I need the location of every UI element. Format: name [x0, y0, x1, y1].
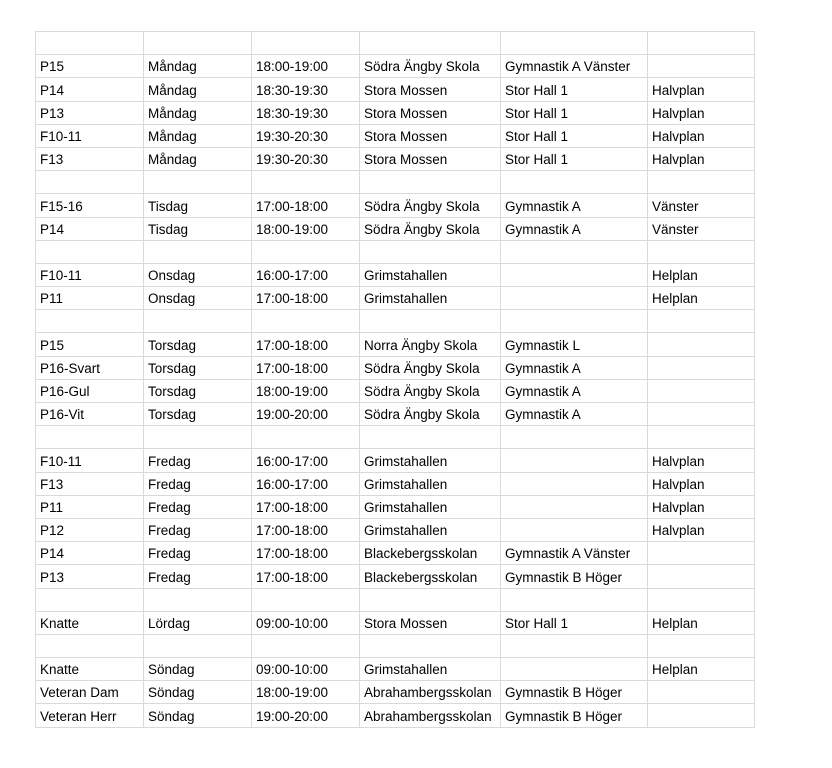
day-cell[interactable]: Fredag	[144, 495, 252, 518]
day-cell[interactable]	[144, 240, 252, 263]
venue-cell[interactable]: Grimstahallen	[360, 287, 501, 310]
schedule-table	[35, 31, 755, 728]
table-row	[36, 449, 755, 472]
hall-cell[interactable]	[501, 426, 648, 449]
court-cell[interactable]: Halvplan	[648, 449, 755, 472]
team-cell[interactable]: P15	[36, 55, 144, 78]
time-cell[interactable]: 09:00-10:00	[252, 658, 360, 681]
team-cell[interactable]	[36, 426, 144, 449]
venue-cell[interactable]: Grimstahallen	[360, 472, 501, 495]
venue-cell[interactable]	[360, 588, 501, 611]
hall-cell[interactable]: Gymnastik A Vänster	[501, 55, 648, 78]
hall-cell[interactable]: Stor Hall 1	[501, 101, 648, 124]
venue-cell[interactable]	[360, 32, 501, 55]
table-row	[36, 379, 755, 402]
table-row	[36, 704, 755, 727]
hall-cell[interactable]: Stor Hall 1	[501, 611, 648, 634]
day-cell[interactable]: Onsdag	[144, 287, 252, 310]
day-cell[interactable]: Lördag	[144, 611, 252, 634]
hall-cell[interactable]: Stor Hall 1	[501, 124, 648, 147]
day-cell[interactable]: Torsdag	[144, 356, 252, 379]
table-row	[36, 55, 755, 78]
venue-cell[interactable]: Blackebergsskolan	[360, 565, 501, 588]
table-row	[36, 658, 755, 681]
venue-cell[interactable]: Södra Ängby Skola	[360, 379, 501, 402]
day-cell[interactable]: Måndag	[144, 101, 252, 124]
table-row	[36, 403, 755, 426]
team-cell[interactable]: P12	[36, 518, 144, 541]
hall-cell[interactable]: Gymnastik A	[501, 356, 648, 379]
hall-cell[interactable]	[501, 518, 648, 541]
venue-cell[interactable]: Stora Mossen	[360, 78, 501, 101]
venue-cell[interactable]: Stora Mossen	[360, 611, 501, 634]
hall-cell[interactable]	[501, 495, 648, 518]
court-cell[interactable]	[648, 588, 755, 611]
time-cell[interactable]: 19:00-20:00	[252, 704, 360, 727]
day-cell[interactable]: Torsdag	[144, 379, 252, 402]
court-cell[interactable]	[648, 356, 755, 379]
team-cell[interactable]	[36, 634, 144, 657]
court-cell[interactable]	[648, 426, 755, 449]
day-cell[interactable]	[144, 588, 252, 611]
team-cell[interactable]: F13	[36, 472, 144, 495]
court-cell[interactable]	[648, 55, 755, 78]
venue-cell[interactable]: Grimstahallen	[360, 658, 501, 681]
court-cell[interactable]: Halvplan	[648, 472, 755, 495]
schedule-table-body	[36, 32, 755, 728]
time-cell[interactable]: 17:00-18:00	[252, 495, 360, 518]
time-cell[interactable]: 19:30-20:30	[252, 147, 360, 170]
hall-cell[interactable]	[501, 634, 648, 657]
team-cell[interactable]: P16-Gul	[36, 379, 144, 402]
table-row	[36, 681, 755, 704]
day-cell[interactable]: Fredag	[144, 542, 252, 565]
time-cell[interactable]: 17:00-18:00	[252, 542, 360, 565]
day-cell[interactable]: Måndag	[144, 78, 252, 101]
court-cell[interactable]: Halvplan	[648, 147, 755, 170]
day-cell[interactable]: Tisdag	[144, 194, 252, 217]
table-row	[36, 542, 755, 565]
court-cell[interactable]	[648, 403, 755, 426]
hall-cell[interactable]	[501, 287, 648, 310]
time-cell[interactable]	[252, 240, 360, 263]
day-cell[interactable]	[144, 310, 252, 333]
day-cell[interactable]: Måndag	[144, 55, 252, 78]
time-cell[interactable]: 18:30-19:30	[252, 101, 360, 124]
team-cell[interactable]: P14	[36, 217, 144, 240]
hall-cell[interactable]: Gymnastik A Vänster	[501, 542, 648, 565]
venue-cell[interactable]	[360, 426, 501, 449]
table-row	[36, 565, 755, 588]
team-cell[interactable]: P13	[36, 565, 144, 588]
time-cell[interactable]	[252, 32, 360, 55]
time-cell[interactable]: 18:00-19:00	[252, 217, 360, 240]
table-row	[36, 426, 755, 449]
time-cell[interactable]: 17:00-18:00	[252, 518, 360, 541]
venue-cell[interactable]: Södra Ängby Skola	[360, 403, 501, 426]
hall-cell[interactable]	[501, 658, 648, 681]
time-cell[interactable]: 17:00-18:00	[252, 565, 360, 588]
venue-cell[interactable]: Norra Ängby Skola	[360, 333, 501, 356]
table-row	[36, 217, 755, 240]
team-cell[interactable]	[36, 588, 144, 611]
table-row	[36, 588, 755, 611]
team-cell[interactable]: F15-16	[36, 194, 144, 217]
table-row	[36, 287, 755, 310]
hall-cell[interactable]	[501, 263, 648, 286]
team-cell[interactable]: P14	[36, 78, 144, 101]
hall-cell[interactable]: Gymnastik A	[501, 379, 648, 402]
day-cell[interactable]	[144, 426, 252, 449]
team-cell[interactable]: Knatte	[36, 611, 144, 634]
time-cell[interactable]: 18:00-19:00	[252, 681, 360, 704]
time-cell[interactable]: 17:00-18:00	[252, 333, 360, 356]
time-cell[interactable]: 09:00-10:00	[252, 611, 360, 634]
time-cell[interactable]: 16:00-17:00	[252, 472, 360, 495]
team-cell[interactable]: F13	[36, 147, 144, 170]
time-cell[interactable]: 18:00-19:00	[252, 379, 360, 402]
court-cell[interactable]	[648, 704, 755, 727]
day-cell[interactable]: Söndag	[144, 681, 252, 704]
table-row	[36, 32, 755, 55]
court-cell[interactable]: Helplan	[648, 287, 755, 310]
day-cell[interactable]	[144, 171, 252, 194]
team-cell[interactable]: Veteran Dam	[36, 681, 144, 704]
team-cell[interactable]: P13	[36, 101, 144, 124]
time-cell[interactable]: 18:30-19:30	[252, 78, 360, 101]
court-cell[interactable]	[648, 333, 755, 356]
time-cell[interactable]: 16:00-17:00	[252, 449, 360, 472]
hall-cell[interactable]: Gymnastik A	[501, 403, 648, 426]
team-cell[interactable]: F10-11	[36, 124, 144, 147]
hall-cell[interactable]: Stor Hall 1	[501, 147, 648, 170]
court-cell[interactable]: Helplan	[648, 263, 755, 286]
table-row	[36, 78, 755, 101]
court-cell[interactable]: Helplan	[648, 611, 755, 634]
hall-cell[interactable]: Gymnastik B Höger	[501, 681, 648, 704]
hall-cell[interactable]	[501, 240, 648, 263]
court-cell[interactable]: Halvplan	[648, 101, 755, 124]
hall-cell[interactable]: Gymnastik B Höger	[501, 565, 648, 588]
venue-cell[interactable]: Stora Mossen	[360, 147, 501, 170]
venue-cell[interactable]: Södra Ängby Skola	[360, 356, 501, 379]
day-cell[interactable]: Söndag	[144, 704, 252, 727]
court-cell[interactable]: Halvplan	[648, 78, 755, 101]
venue-cell[interactable]: Abrahambergsskolan	[360, 704, 501, 727]
team-cell[interactable]: P16-Vit	[36, 403, 144, 426]
hall-cell[interactable]	[501, 171, 648, 194]
venue-cell[interactable]: Grimstahallen	[360, 495, 501, 518]
team-cell[interactable]	[36, 171, 144, 194]
hall-cell[interactable]: Gymnastik B Höger	[501, 704, 648, 727]
table-row	[36, 240, 755, 263]
court-cell[interactable]	[648, 379, 755, 402]
team-cell[interactable]: P14	[36, 542, 144, 565]
hall-cell[interactable]: Stor Hall 1	[501, 78, 648, 101]
day-cell[interactable]: Tisdag	[144, 217, 252, 240]
court-cell[interactable]: Halvplan	[648, 124, 755, 147]
team-cell[interactable]: Knatte	[36, 658, 144, 681]
court-cell[interactable]	[648, 634, 755, 657]
court-cell[interactable]	[648, 542, 755, 565]
hall-cell[interactable]	[501, 588, 648, 611]
venue-cell[interactable]: Stora Mossen	[360, 101, 501, 124]
hall-cell[interactable]: Gymnastik A	[501, 194, 648, 217]
time-cell[interactable]: 17:00-18:00	[252, 287, 360, 310]
venue-cell[interactable]: Abrahambergsskolan	[360, 681, 501, 704]
venue-cell[interactable]: Södra Ängby Skola	[360, 217, 501, 240]
venue-cell[interactable]: Stora Mossen	[360, 124, 501, 147]
venue-cell[interactable]	[360, 310, 501, 333]
time-cell[interactable]: 17:00-18:00	[252, 356, 360, 379]
venue-cell[interactable]: Grimstahallen	[360, 449, 501, 472]
time-cell[interactable]: 16:00-17:00	[252, 263, 360, 286]
day-cell[interactable]	[144, 634, 252, 657]
table-row	[36, 124, 755, 147]
hall-cell[interactable]: Gymnastik L	[501, 333, 648, 356]
time-cell[interactable]	[252, 426, 360, 449]
day-cell[interactable]: Fredag	[144, 518, 252, 541]
table-row	[36, 518, 755, 541]
court-cell[interactable]: Halvplan	[648, 518, 755, 541]
day-cell[interactable]: Onsdag	[144, 263, 252, 286]
table-row	[36, 495, 755, 518]
team-cell[interactable]: F10-11	[36, 263, 144, 286]
time-cell[interactable]	[252, 310, 360, 333]
table-row	[36, 101, 755, 124]
hall-cell[interactable]	[501, 32, 648, 55]
table-row	[36, 472, 755, 495]
court-cell[interactable]	[648, 565, 755, 588]
time-cell[interactable]	[252, 588, 360, 611]
table-row	[36, 333, 755, 356]
day-cell[interactable]: Måndag	[144, 124, 252, 147]
day-cell[interactable]: Måndag	[144, 147, 252, 170]
venue-cell[interactable]: Södra Ängby Skola	[360, 194, 501, 217]
court-cell[interactable]	[648, 310, 755, 333]
venue-cell[interactable]	[360, 240, 501, 263]
team-cell[interactable]	[36, 32, 144, 55]
hall-cell[interactable]	[501, 472, 648, 495]
venue-cell[interactable]: Grimstahallen	[360, 518, 501, 541]
table-row	[36, 356, 755, 379]
team-cell[interactable]	[36, 240, 144, 263]
court-cell[interactable]: Helplan	[648, 658, 755, 681]
team-cell[interactable]: F10-11	[36, 449, 144, 472]
court-cell[interactable]	[648, 171, 755, 194]
hall-cell[interactable]	[501, 310, 648, 333]
venue-cell[interactable]: Blackebergsskolan	[360, 542, 501, 565]
court-cell[interactable]: Vänster	[648, 194, 755, 217]
team-cell[interactable]	[36, 310, 144, 333]
day-cell[interactable]: Söndag	[144, 658, 252, 681]
court-cell[interactable]: Vänster	[648, 217, 755, 240]
day-cell[interactable]: Torsdag	[144, 403, 252, 426]
venue-cell[interactable]: Södra Ängby Skola	[360, 55, 501, 78]
table-row	[36, 171, 755, 194]
venue-cell[interactable]	[360, 634, 501, 657]
table-row	[36, 611, 755, 634]
time-cell[interactable]: 19:30-20:30	[252, 124, 360, 147]
table-row	[36, 263, 755, 286]
time-cell[interactable]	[252, 634, 360, 657]
time-cell[interactable]	[252, 171, 360, 194]
court-cell[interactable]: Halvplan	[648, 495, 755, 518]
hall-cell[interactable]: Gymnastik A	[501, 217, 648, 240]
team-cell[interactable]: P16-Svart	[36, 356, 144, 379]
team-cell[interactable]: P11	[36, 287, 144, 310]
table-row	[36, 634, 755, 657]
day-cell[interactable]: Fredag	[144, 449, 252, 472]
table-row	[36, 310, 755, 333]
table-row	[36, 147, 755, 170]
court-cell[interactable]	[648, 681, 755, 704]
team-cell[interactable]: Veteran Herr	[36, 704, 144, 727]
team-cell[interactable]: P15	[36, 333, 144, 356]
time-cell[interactable]: 18:00-19:00	[252, 55, 360, 78]
venue-cell[interactable]: Grimstahallen	[360, 263, 501, 286]
court-cell[interactable]	[648, 32, 755, 55]
time-cell[interactable]: 17:00-18:00	[252, 194, 360, 217]
hall-cell[interactable]	[501, 449, 648, 472]
day-cell[interactable]: Torsdag	[144, 333, 252, 356]
day-cell[interactable]: Fredag	[144, 565, 252, 588]
court-cell[interactable]	[648, 240, 755, 263]
team-cell[interactable]: P11	[36, 495, 144, 518]
day-cell[interactable]: Fredag	[144, 472, 252, 495]
day-cell[interactable]	[144, 32, 252, 55]
venue-cell[interactable]	[360, 171, 501, 194]
time-cell[interactable]: 19:00-20:00	[252, 403, 360, 426]
table-row	[36, 194, 755, 217]
